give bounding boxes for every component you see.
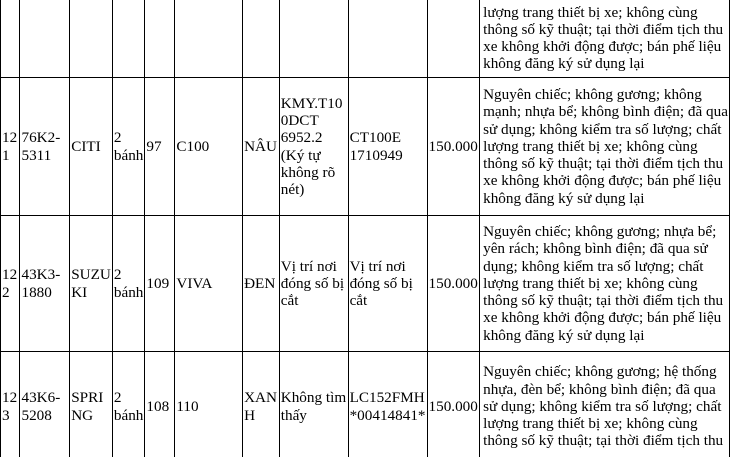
cell-description [480,0,730,78]
cell-chassis-line: (Ký tự [280,146,321,164]
description-line: lượng trang thiết bị xe; không cùng [483,137,698,155]
cell-type-line: bánh [113,146,144,164]
cell-price [427,0,480,78]
cell-engine [348,216,427,352]
cell-type-line: 2 [113,129,122,147]
cell-chassis-line: Không tìm [280,389,347,407]
description-line: lượng trang thiết bị xe; không cùng [483,415,698,433]
description-line: nhựa, đèn bể; không bình điện; đã qua [483,380,716,398]
cell-type [112,78,145,216]
cell-description [480,216,730,352]
cell-chassis [279,352,348,457]
cell-capacity: 97 [145,78,175,216]
cell-description [480,352,730,457]
cell-color [243,216,280,352]
cell-capacity: 108 [145,352,175,457]
cell-brand-line: NG [71,406,94,424]
cell-engine-line: *00414841* [349,406,426,424]
table-row [1,352,730,457]
cell-stt [1,216,20,352]
cell-engine-line: 1710949 [349,146,403,164]
description-line: mạnh; nhựa bể; không bình điện; đã qua [483,103,728,121]
cell-price: 150.000 [427,216,480,352]
cell-brand [70,216,113,352]
cell-brand-line: SUZU [71,266,111,284]
description-line: sử dụng; không kiểm tra số lượng; chất [483,397,722,415]
cell-engine-line: LC152FMH [349,389,425,407]
cell-brand [70,0,113,78]
description-line: không đăng ký sử dụng lại [483,55,645,73]
cell-color-line: NÂU [244,137,277,155]
cell-price: 150.000 [427,352,480,457]
description-line: xe không khởi động được; bán phế liệu [483,309,722,327]
cell-type [112,216,145,352]
cell-price: 150.000 [427,78,480,216]
cell-stt [1,0,20,78]
cell-color-line: XAN [244,389,277,407]
cell-plate-line: 43K6- [21,389,61,407]
cell-engine-line: đóng số bị [349,274,413,292]
cell-description [480,78,730,216]
description-line: thông số kỹ thuật; tại thời điểm tịch thu [483,432,724,450]
cell-chassis [279,0,348,78]
cell-stt [1,352,20,457]
description-line: lượng trang thiết bị xe; không cùng [483,3,698,21]
cell-engine-line: cắt [349,292,368,310]
cell-plate-line: 1880 [21,283,52,301]
cell-type [112,0,145,78]
cell-chassis-line: nét) [280,180,305,198]
table-row-partial [1,0,730,78]
description-line: không đăng ký sử dụng lại [483,189,645,207]
cell-engine-line: Vị trí nơi [349,257,406,275]
cell-stt [1,78,20,216]
cell-brand-line: SPRI [71,389,104,407]
cell-chassis [279,78,348,216]
cell-plate [20,0,70,78]
description-line: thông số kỹ thuật; tại thời điểm tịch thu [483,155,724,173]
description-line: dụng; không kiểm tra số lượng; chất [483,257,704,275]
description-line: sử dụng; không kiểm tra số lượng; chất [483,120,722,138]
cell-plate [20,216,70,352]
cell-chassis-line: thấy [280,406,307,424]
cell-chassis-line: KMY.T10 [280,94,343,112]
cell-capacity: 109 [145,216,175,352]
cell-chassis-line: đóng số bị [280,274,345,292]
cell-capacity [145,0,175,78]
description-line: thông số kỹ thuật; tại thời điểm tịch thu [483,292,724,310]
cell-chassis-line: Vị trí nơi [280,257,337,275]
cell-stt-line: 2 [2,283,10,301]
cell-engine [348,0,427,78]
cell-stt-line: 1 [2,146,10,164]
cell-type-line: bánh [113,406,144,424]
table-row [1,216,730,352]
cell-color [243,0,280,78]
cell-model: VIVA [175,216,243,352]
cell-color-line: H [244,406,256,424]
cell-chassis-line: không rõ [280,163,336,181]
table-row [1,78,730,216]
description-line: xe không khởi động được; bán phế liệu [483,38,722,55]
cell-stt-line: 12 [2,129,18,147]
cell-color-line: ĐEN [244,274,276,292]
cell-model [175,0,243,78]
cell-chassis [279,216,348,352]
cell-plate-line: 43K3- [21,266,61,284]
cell-engine [348,78,427,216]
cell-model: C100 [175,78,243,216]
description-line: lượng trang thiết bị xe; không cùng [483,274,698,292]
description-line: xe không khởi động được; bán phế liệu [483,172,722,190]
cell-type-line: bánh [113,283,144,301]
cell-plate [20,352,70,457]
cell-engine [348,352,427,457]
cell-color [243,78,280,216]
cell-stt-line: 3 [2,406,10,424]
cell-plate [20,78,70,216]
cell-stt-line: 12 [2,389,18,407]
description-line: Nguyên chiếc; không gương; nhựa bể; [483,223,717,241]
cell-chassis-line: 0DCT [280,112,319,130]
cell-brand-line: KI [71,283,88,301]
cell-plate-line: 5208 [21,406,52,424]
cell-chassis-line: cắt [280,292,299,310]
cell-engine-line: CT100E [349,129,402,147]
description-line: thông số kỹ thuật; tại thời điểm tịch thu [483,20,724,38]
description-line: yên rách; không bình điện; đã qua sử [483,240,708,258]
cell-color [243,352,280,457]
cell-type-line: 2 [113,389,122,407]
cell-chassis-line: 6952.2 [280,129,323,147]
cell-brand [70,78,113,216]
cell-model: 110 [175,352,243,457]
description-line: Nguyên chiếc; không gương; hệ thống [483,363,717,381]
description-line: không đăng ký sử dụng lại [483,326,645,344]
description-line: Nguyên chiếc; không gương; không [483,86,702,104]
cell-stt-line: 12 [2,266,18,284]
cell-brand [70,352,113,457]
cell-type-line: 2 [113,266,122,284]
cell-plate-line: 76K2- [21,129,61,147]
cell-plate-line: 5311 [21,146,52,164]
cell-brand-line: CITI [71,137,101,155]
cell-type [112,352,145,457]
